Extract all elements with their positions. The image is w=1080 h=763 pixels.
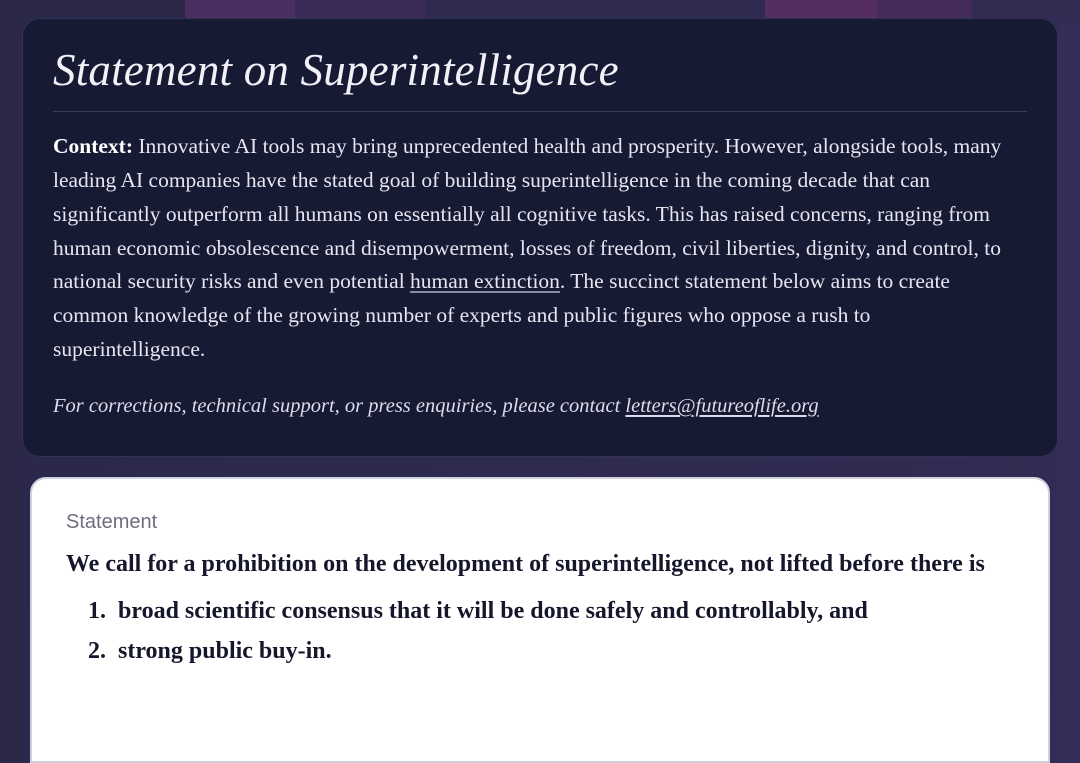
list-item: 1. broad scientific consensus that it will be done safely and controllably, and (112, 594, 1014, 628)
statement-conditions-list (66, 594, 1014, 668)
intro-card (22, 18, 1058, 457)
context-text-part-2: . The succinct statement below aims to create common knowledge of the growing number of experts and public figures who oppose a rush to superintelligence. (53, 269, 950, 361)
contact-line (53, 391, 1027, 422)
statement-card (30, 477, 1050, 763)
human-extinction-link[interactable]: human extinction (410, 269, 560, 294)
background-block (0, 22, 22, 763)
context-label: Context: (53, 134, 134, 159)
contact-text: For corrections, technical support, or press enquiries, please contact (53, 394, 626, 417)
contact-email-link[interactable]: letters@futureoflife.org (625, 394, 819, 417)
background-block (1058, 22, 1080, 763)
context-text-part-1: Innovative AI tools may bring unprecedented health and prosperity. However, alongside tools, many leading AI companies have the stated goal of building superintelligence in the coming decade that can significantly outperform all humans on essentially all cognitive tasks. This has raised concerns, ranging from human economic obsolescence and disempowerment, losses of freedom, civil liberties, dignity, and control, to national security risks and even potential (53, 134, 1002, 294)
statement-section-label: Statement (66, 511, 158, 533)
list-item: 2. strong public buy-in. (112, 634, 1014, 668)
divider (53, 111, 1027, 112)
page-title: Statement on Superintelligence (53, 45, 619, 95)
statement-lead-text: We call for a prohibition on the development of superintelligence, not lifted before there is (66, 551, 985, 577)
context-paragraph (53, 130, 1027, 366)
